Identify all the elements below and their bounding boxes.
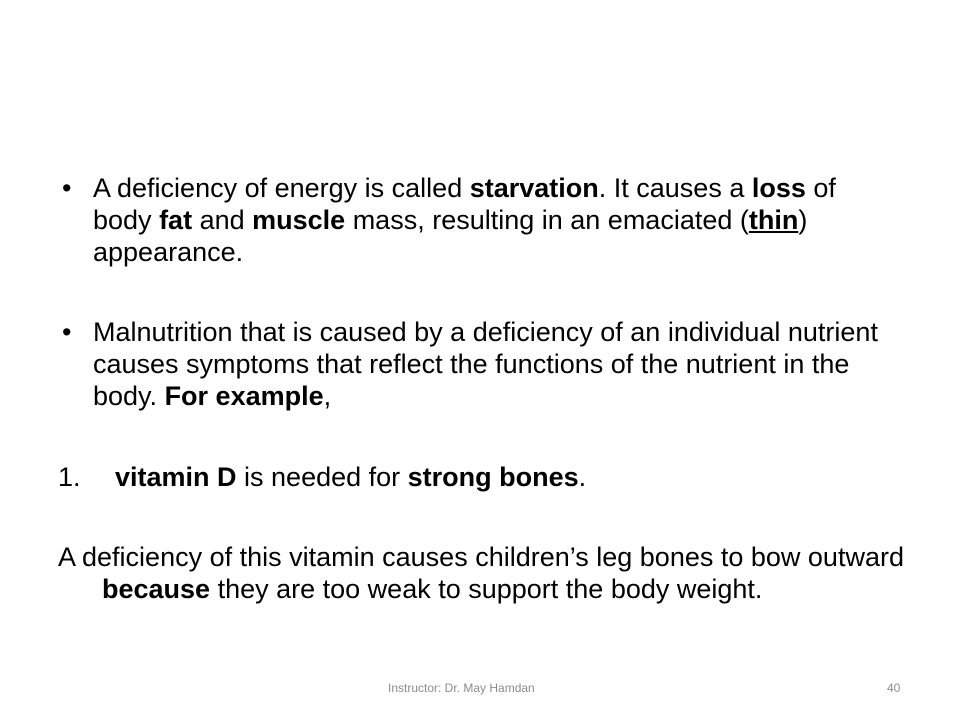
term-loss: loss (751, 173, 806, 203)
numbered-item-vitamin-d (58, 461, 935, 493)
list-number: 1. (58, 462, 81, 492)
page-number: 40 (887, 681, 901, 695)
term-strong-bones: strong bones (407, 462, 579, 492)
term-starvation: starvation (469, 173, 599, 203)
term-because: because (102, 574, 211, 604)
text-run: ) appearance. (93, 205, 808, 267)
term-fat: fat (159, 205, 193, 235)
text-run: and (192, 205, 253, 235)
bullet-paragraph-starvation (62, 172, 893, 268)
text-run: . It causes a (598, 173, 752, 203)
text-run: of body (93, 173, 836, 235)
text-run: Malnutrition that is caused by a deficiency of an individual nutrient causes symptoms that reflect the functions of the nutrient in the body. (93, 317, 878, 411)
bullet-icon: • (62, 317, 72, 347)
text-run: A deficiency of this vitamin causes children’s leg bones to bow outward (58, 542, 904, 572)
text-run: A deficiency of energy is called (93, 173, 470, 203)
text-run: they are too weak to support the body weight. (210, 574, 763, 604)
term-for-example: For example (164, 381, 324, 411)
footer-instructor: Instructor: Dr. May Hamdan (388, 681, 535, 695)
bullet-icon: • (62, 173, 72, 203)
term-vitamin-d: vitamin D (115, 462, 237, 492)
term-muscle: muscle (252, 205, 346, 235)
text-run: , (323, 381, 332, 411)
bullet-paragraph-malnutrition (62, 316, 893, 412)
text-run: mass, resulting in an emaciated ( (345, 205, 749, 235)
paragraph-deficiency-effect (58, 541, 960, 605)
term-thin: thin (748, 205, 799, 235)
text-run: is needed for (236, 462, 408, 492)
text-run: . (578, 462, 587, 492)
